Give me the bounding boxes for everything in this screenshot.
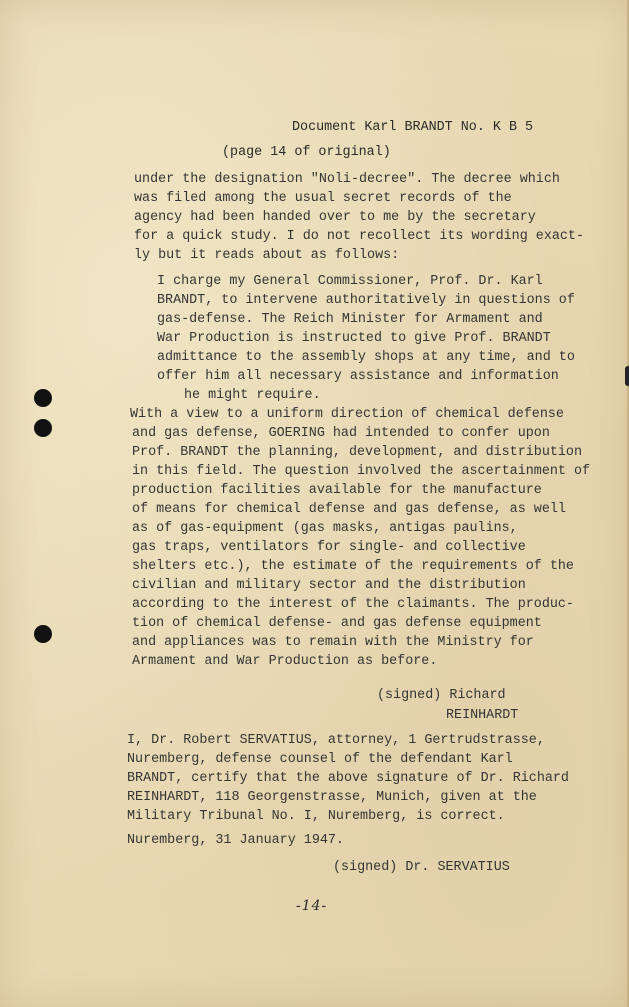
paragraph1-line: for a quick study. I do not recollect its wording exact- bbox=[134, 229, 584, 244]
paragraph2-line: shelters etc.), the estimate of the requirements of the bbox=[132, 559, 574, 574]
paragraph2-line: of means for chemical defense and gas defense, as well bbox=[132, 502, 566, 517]
page-edge-mark bbox=[625, 366, 629, 386]
decree-quote-line: gas-defense. The Reich Minister for Armament and bbox=[157, 312, 543, 327]
punch-hole-3 bbox=[34, 625, 52, 643]
certification-line: BRANDT, certify that the above signature of Dr. Richard bbox=[127, 771, 569, 786]
paragraph1-line: under the designation "Noli-decree". The decree which bbox=[134, 172, 560, 187]
paragraph2-line: gas traps, ventilators for single- and collective bbox=[132, 540, 526, 555]
paragraph2-line: according to the interest of the claimants. The produc- bbox=[132, 597, 574, 612]
page-number: -14- bbox=[296, 898, 328, 914]
paragraph1-line: agency had been handed over to me by the secretary bbox=[134, 210, 536, 225]
paragraph2-line: Armament and War Production as before. bbox=[132, 654, 438, 669]
decree-quote-line: BRANDT, to intervene authoritatively in questions of bbox=[157, 293, 575, 308]
certification-line: Military Tribunal No. I, Nuremberg, is correct. bbox=[127, 809, 505, 824]
decree-quote-line: admittance to the assembly shops at any time, and to bbox=[157, 350, 575, 365]
paragraph1-line: ly but it reads about as follows: bbox=[134, 248, 400, 263]
paragraph1-line: was filed among the usual secret records of the bbox=[134, 191, 512, 206]
decree-quote-line: War Production is instructed to give Prof. BRANDT bbox=[157, 331, 551, 346]
signature-servatius: (signed) Dr. SERVATIUS bbox=[333, 860, 510, 875]
certification-line: Nuremberg, defense counsel of the defendant Karl bbox=[127, 752, 513, 767]
paragraph2-line: and gas defense, GOERING had intended to confer upon bbox=[132, 426, 550, 441]
page-reference: (page 14 of original) bbox=[222, 145, 391, 160]
paragraph2-line: in this field. The question involved the ascertainment of bbox=[132, 464, 591, 479]
punch-hole-1 bbox=[34, 389, 52, 407]
signature-reinhardt-name: REINHARDT bbox=[446, 708, 519, 723]
paragraph2-line: tion of chemical defense- and gas defense equipment bbox=[132, 616, 542, 631]
signature-reinhardt: (signed) Richard bbox=[377, 688, 506, 703]
paragraph2-line: With a view to a uniform direction of chemical defense bbox=[130, 407, 564, 422]
date-line: Nuremberg, 31 January 1947. bbox=[127, 833, 344, 848]
decree-quote-line: offer him all necessary assistance and information bbox=[157, 369, 559, 384]
paragraph2-line: production facilities available for the manufacture bbox=[132, 483, 542, 498]
paragraph2-line: Prof. BRANDT the planning, development, and distribution bbox=[132, 445, 582, 460]
paragraph2-line: civilian and military sector and the distribution bbox=[132, 578, 526, 593]
certification-line: REINHARDT, 118 Georgenstrasse, Munich, given at the bbox=[127, 790, 537, 805]
decree-quote-line: I charge my General Commissioner, Prof. Dr. Karl bbox=[157, 274, 543, 289]
paragraph2-line: as of gas-equipment (gas masks, antigas paulins, bbox=[132, 521, 518, 536]
certification-line: I, Dr. Robert SERVATIUS, attorney, 1 Gertrudstrasse, bbox=[127, 733, 545, 748]
punch-hole-2 bbox=[34, 419, 52, 437]
paragraph2-line: and appliances was to remain with the Ministry for bbox=[132, 635, 534, 650]
document-header: Document Karl BRANDT No. K B 5 bbox=[292, 120, 534, 135]
decree-quote-line: he might require. bbox=[184, 388, 321, 403]
